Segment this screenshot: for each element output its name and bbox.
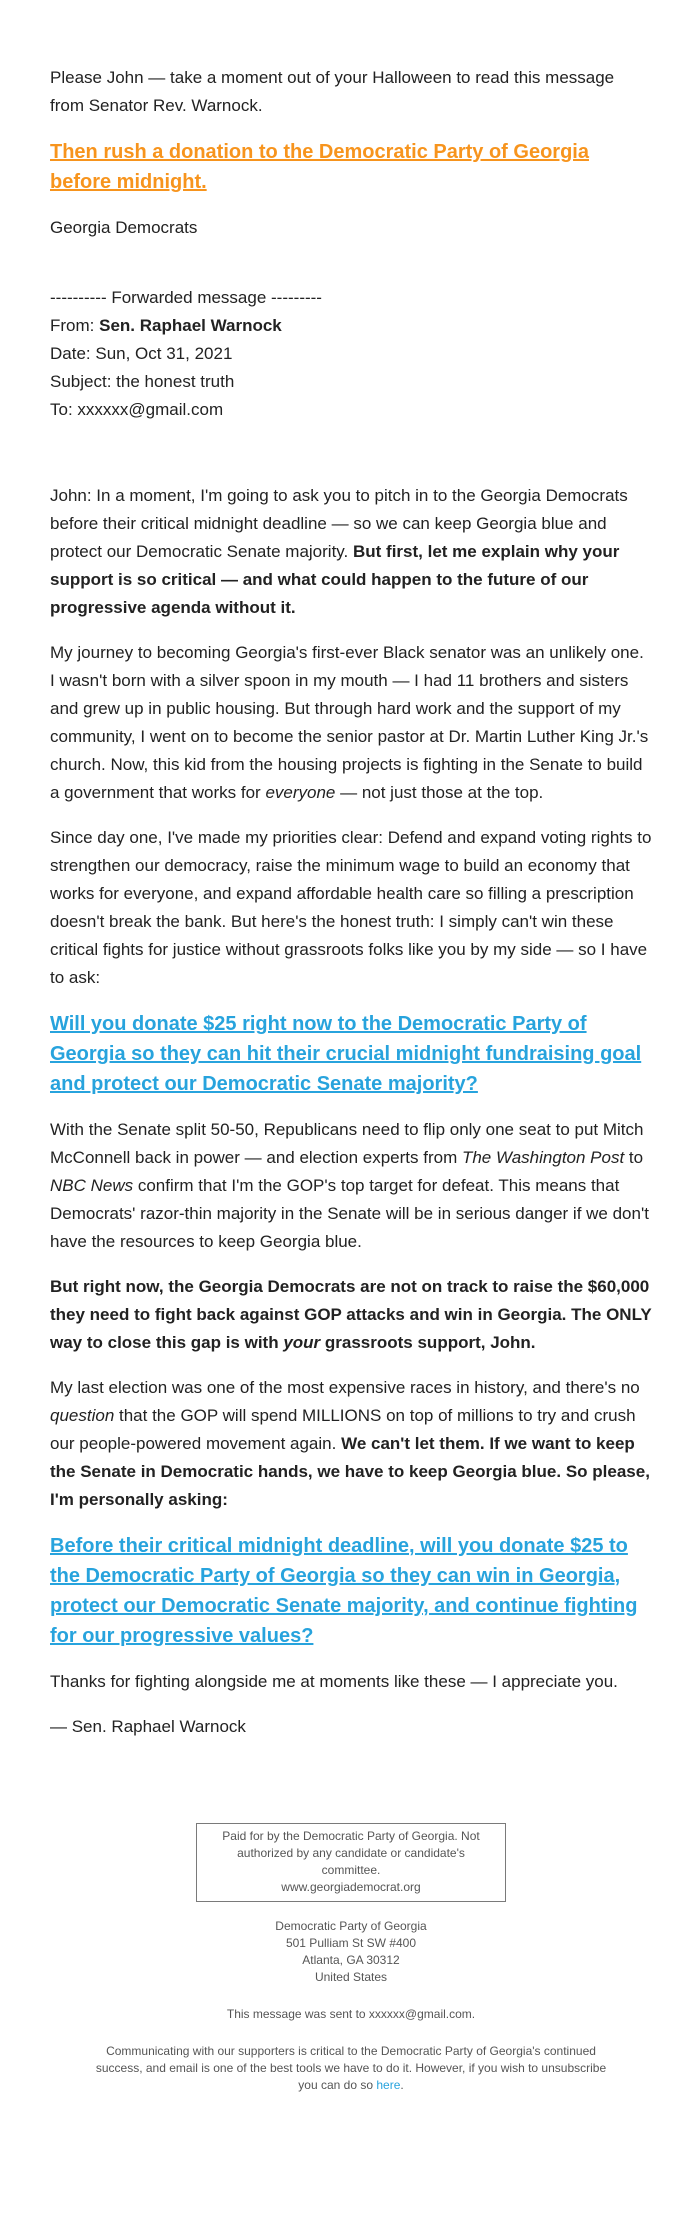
sent-suffix: . <box>471 2007 476 2021</box>
p1-text: John: In a moment, I'm going to ask you to pitch in to the Georgia Democrats before their critical midnight deadline — so we can keep Georgia blue and protect our Democratic Senate majority. <box>50 486 628 561</box>
paragraph-5 <box>50 1273 652 1357</box>
p2-text: My journey to becoming Georgia's first-ever Black senator was an unlikely one. I wasn't born with a silver spoon in my mouth — I had 11 brothers and sisters and grew up in public housing. But through hard work and the support of my community, I went on to become the senior pastor at Dr. Martin Luther King Jr.'s church. Now, this kid from the housing projects is fighting in the Senate to build a government that works for <box>50 643 649 802</box>
paid-for-text: Paid for by the Democratic Party of Georgia. Not authorized by any candidate or candidate's committee. <box>222 1829 480 1877</box>
address-country: United States <box>314 1970 388 1984</box>
unsubscribe-text: Communicating with our supporters is critical to the Democratic Party of Georgia's continued success, and email is one of the best tools we have to do it. However, if you wish to unsubscribe you can do so <box>95 2044 607 2092</box>
address-city: Atlanta, GA 30312 <box>302 1953 400 1967</box>
donate-link-2[interactable]: Before their critical midnight deadline, will you donate $25 to the Democratic Party of Georgia so they can win in Georgia, protect our Democratic Senate majority, and continue fighting for our progressive values? <box>50 1535 638 1647</box>
p2-end: — not just those at the top. <box>335 783 544 802</box>
p4-text-a: With the Senate split 50-50, Republicans need to flip only one seat to put Mitch McConnell back in power — and election experts from <box>50 1120 644 1167</box>
unsubscribe-notice <box>50 2043 652 2094</box>
p6-bold: We can't let them. If we want to keep the Senate in Democratic hands, we have to keep Georgia blue. So please, I'm personally asking: <box>50 1434 650 1509</box>
footer <box>50 1823 652 2094</box>
address-street: 501 Pulliam St SW #400 <box>285 1936 417 1950</box>
forwarded-from-label: From: <box>50 316 100 335</box>
intro-line: Please John — take a moment out of your Halloween to read this message from Senator Rev. Warnock. <box>50 68 615 115</box>
unsubscribe-end: . <box>400 2078 404 2092</box>
paragraph-4 <box>50 1116 652 1256</box>
paragraph-1 <box>50 482 652 622</box>
unsubscribe-link[interactable]: here <box>376 2078 401 2092</box>
p4-italic-1: The Washington Post <box>461 1148 625 1167</box>
forwarded-date: Date: Sun, Oct 31, 2021 <box>50 344 233 363</box>
p4-italic-2: NBC News <box>50 1176 134 1195</box>
p4-text-c: confirm that I'm the GOP's top target for defeat. This means that Democrats' razor-thin majority in the Senate will be in serious danger if we don't have the resources to keep Georgia blue. <box>50 1176 649 1251</box>
p6-text-b: that the GOP will spend MILLIONS on top of millions to try and crush our people-powered movement again. <box>50 1406 636 1453</box>
p6-italic: question <box>50 1406 115 1425</box>
p2-italic: everyone <box>265 783 336 802</box>
paragraph-2 <box>50 639 652 807</box>
donate-link-orange[interactable]: Then rush a donation to the Democratic Party of Georgia before midnight. <box>50 141 589 193</box>
forwarded-to: To: xxxxxx@gmail.com <box>50 400 224 419</box>
forwarded-subject: Subject: the honest truth <box>50 372 235 391</box>
address-org: Democratic Party of Georgia <box>275 1919 427 1933</box>
p4-text-b: to <box>624 1148 644 1167</box>
signature: — Sen. Raphael Warnock <box>50 1717 246 1736</box>
org-signoff: Georgia Democrats <box>50 218 198 237</box>
p5-bold-a: But right now, the Georgia Democrats are not on track to raise the $60,000 they need to fight back against GOP attacks and win in Georgia. The ONLY way to close this gap is with <box>50 1277 652 1352</box>
sent-prefix: This message was sent to <box>226 2007 369 2021</box>
paragraph-3: Since day one, I've made my priorities clear: Defend and expand voting rights to strengthen our democracy, raise the minimum wage to build an economy that works for everyone, and expand affordable health care so filling a prescription doesn't break the bank. But here's the honest truth: I simply can't win these critical fights for justice without grassroots folks like you by my side — so I have to ask: <box>50 828 652 987</box>
footer-website: www.georgiademocrat.org <box>281 1880 421 1894</box>
p1-bold: But first, let me explain why your support is so critical — and what could happen to the future of our progressive agenda without it. <box>50 542 620 617</box>
sent-email: xxxxxx@gmail.com <box>368 2007 472 2021</box>
forwarded-header <box>50 284 652 424</box>
paid-for-box <box>196 1823 506 1902</box>
forwarded-divider: ---------- Forwarded message --------- <box>50 288 322 307</box>
donate-link-1[interactable]: Will you donate $25 right now to the Democratic Party of Georgia so they can hit their crucial midnight fundraising goal and protect our Democratic Senate majority? <box>50 1013 642 1095</box>
paragraph-7: Thanks for fighting alongside me at moments like these — I appreciate you. <box>50 1672 618 1691</box>
forwarded-from <box>50 312 652 340</box>
paragraph-6 <box>50 1374 652 1514</box>
mailing-address <box>50 1918 652 1986</box>
sent-notice <box>50 2006 652 2023</box>
p6-text-a: My last election was one of the most expensive races in history, and there's no <box>50 1378 640 1397</box>
forwarded-from-value: Sen. Raphael Warnock <box>99 316 282 335</box>
p5-bold-b: grassroots support, John. <box>320 1333 536 1352</box>
p5-italic: your <box>283 1333 321 1352</box>
